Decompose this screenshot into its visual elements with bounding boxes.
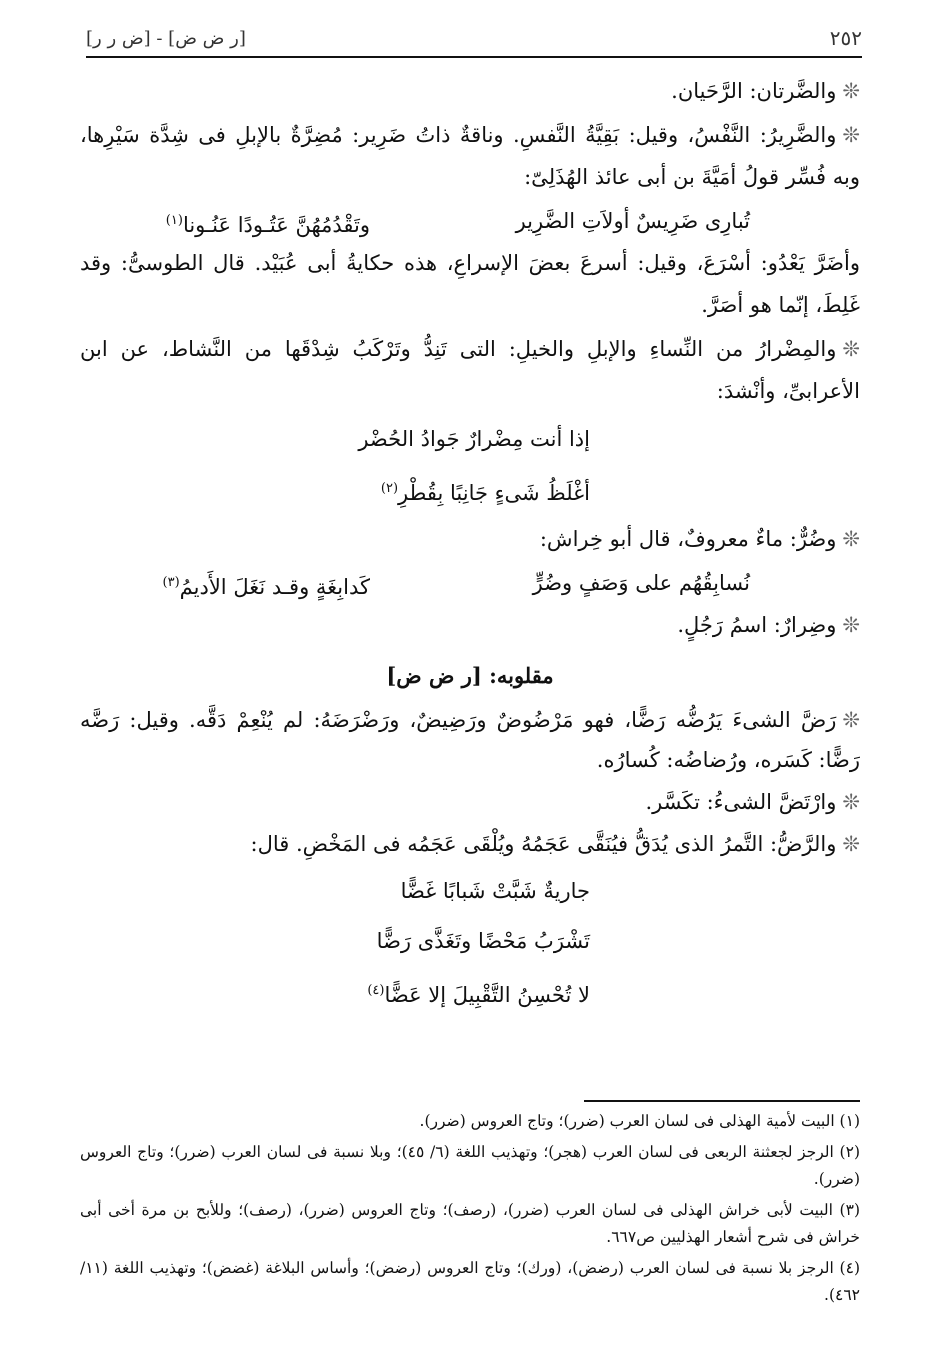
page-number: ٢٥٢ <box>829 26 862 50</box>
verse-line <box>80 562 860 604</box>
footnotes <box>80 1108 860 1313</box>
footnote: (٤) الرجز بلا نسبة فى لسان العرب (رضض)، (ورك)؛ وتاج العروس (رضض)؛ وأساس البلاغة (غضض)؛ وتهذيب اللغة (١١/ ٤٦٢). <box>80 1259 860 1304</box>
rajaz-line <box>80 414 860 464</box>
entry-star-icon: ❊ <box>842 79 860 103</box>
footnote-ref: (٣) <box>162 575 180 590</box>
rajaz-text: جاريةٌ شَبَّتْ شَبابًا غَضًّا <box>400 879 590 903</box>
paragraph <box>80 824 860 864</box>
paragraph <box>80 242 860 326</box>
paragraph-text: والضَّرِيرُ: النَّفْسُ، وقيل: بَقِيَّةُ النَّفسِ. وناقةٌ ذاتُ ضَرِير: مُضِرَّةٌ بالإبلِ فى شِدَّة سَيْرِها، وبه فُسِّر قولُ أمَيَّةَ بن أبى عائذ الهُذَلِىّ: <box>80 123 860 189</box>
verse-hemistich-first: تُبارِى ضَرِيسٌ أولاَتِ الضَّرِير <box>515 209 750 233</box>
verse-text: وتَقْدُمُهُنَّ عَتُـودًا عَنُـونا <box>182 213 370 237</box>
main-text <box>80 70 860 1020</box>
paragraph <box>80 114 860 198</box>
rajaz-text: أغْلَظُ شَىءٍ جَانِبًا بِقُطْرِ <box>398 481 590 505</box>
paragraph-text: وضِرارٌ: اسمُ رَجُلٍ. <box>677 613 837 637</box>
paragraph <box>80 518 860 560</box>
paragraph <box>80 700 860 780</box>
rajaz-text: لا تُحْسِنُ التَّقْبِيلَ إلا عَضًّا <box>384 983 590 1007</box>
verse-hemistich-second <box>166 200 370 246</box>
entry-star-icon: ❊ <box>842 527 860 551</box>
paragraph <box>80 604 860 646</box>
footnote: (٢) الرجز لجعثنة الربعى فى لسان العرب (هجر)؛ وتهذيب اللغة (٦/ ٤٥)؛ وبلا نسبة فى لسان العرب (ضرر)؛ وتاج العروس (ضرر). <box>80 1143 860 1188</box>
entry-star-icon: ❊ <box>842 832 860 856</box>
section-subheading: مقلوبه: [ر ض ض] <box>386 663 554 688</box>
paragraph-text: وأضَرَّ يَعْدُو: أسْرَعَ، وقيل: أسرعَ بعضَ الإسراعِ، هذه حكايةُ أبى عُبَيْد. قال الطوسىُّ: وقد غَلِطَ، إنّما هو أصَرَّ. <box>80 251 860 317</box>
paragraph-text: وضُرٌّ: ماءٌ معروفٌ، قال أبو خِراش: <box>539 527 837 551</box>
rajaz-line <box>80 464 860 518</box>
paragraph-text: رَضَّ الشىءَ يَرُضُّه رَضًّا، فهو مَرْضُوضٌ ورَضِيضٌ، ورَضْرَضَهُ: لم يُنْعِمْ دَقَّه. وقيل: رَضَّه رَضًّا: كَسَره، ورُضاضُه: كُسارُه. <box>80 708 860 772</box>
footnote-rule <box>584 1100 860 1102</box>
rajaz-text: تَشْرَبُ مَحْضًا وتَغَذَّى رَضًّا <box>376 929 590 953</box>
verse-hemistich-first: نُسابِقُهُم على وَصَفٍ وضُرٍّ <box>532 571 750 595</box>
entry-star-icon: ❊ <box>842 337 860 361</box>
footnote: (١) البيت لأمية الهذلى فى لسان العرب (ضرر)؛ وتاج العروس (ضرر). <box>419 1112 860 1130</box>
entry-star-icon: ❊ <box>842 123 860 147</box>
verse-line <box>80 200 860 242</box>
rajaz-line <box>80 916 860 966</box>
paragraph <box>80 70 860 112</box>
page-header <box>86 22 862 58</box>
verse-text: كَدابِغَةٍ وقـد نَغَلَ الأَديمُ <box>179 575 370 599</box>
paragraph-text: والمِضْرارُ من النِّساءِ والإبلِ والخيلِ: التى تَنِدُّ وتَرْكَبُ شِدْقَها من النَّشاط، عن ابن الأعرابىِّ، وأنْشدَ: <box>80 337 860 403</box>
entry-star-icon: ❊ <box>842 708 860 732</box>
footnote-ref: (٢) <box>380 481 399 496</box>
footnote: (٣) البيت لأبى خراش الهذلى فى لسان العرب (ضرر)، (رصف)؛ وتاج العروس (ضرر)، (رصف)؛ وللأبح بن مرة أخى أبى خراش فى شرح أشعار الهذليين ص٦٦٧. <box>80 1201 860 1246</box>
entry-star-icon: ❊ <box>842 613 860 637</box>
footnote-ref: (٤) <box>367 983 385 998</box>
paragraph <box>80 782 860 822</box>
entry-star-icon: ❊ <box>842 790 860 814</box>
verse-hemistich-second <box>163 562 370 608</box>
paragraph-text: وارْتَضَّ الشىءُ: تكَسَّر. <box>645 790 837 814</box>
footnote-ref: (١) <box>165 213 183 228</box>
rajaz-line <box>80 866 860 916</box>
header-section-label: [ض ر ر] - [ر ض ض] <box>86 28 246 49</box>
paragraph-text: والرَّضُّ: التَّمرُ الذى يُدَقُّ فيُنَقَّى عَجَمُهُ ويُلْقَى عَجَمُه فى المَخْضِ. قال: <box>250 832 837 856</box>
rajaz-text: إذا أنت مِضْرارٌ جَوادُ الحُضْر <box>358 427 590 451</box>
paragraph <box>80 328 860 412</box>
paragraph-text: والضَّرتان: الرَّحَيان. <box>671 79 837 103</box>
rajaz-line <box>80 966 860 1020</box>
